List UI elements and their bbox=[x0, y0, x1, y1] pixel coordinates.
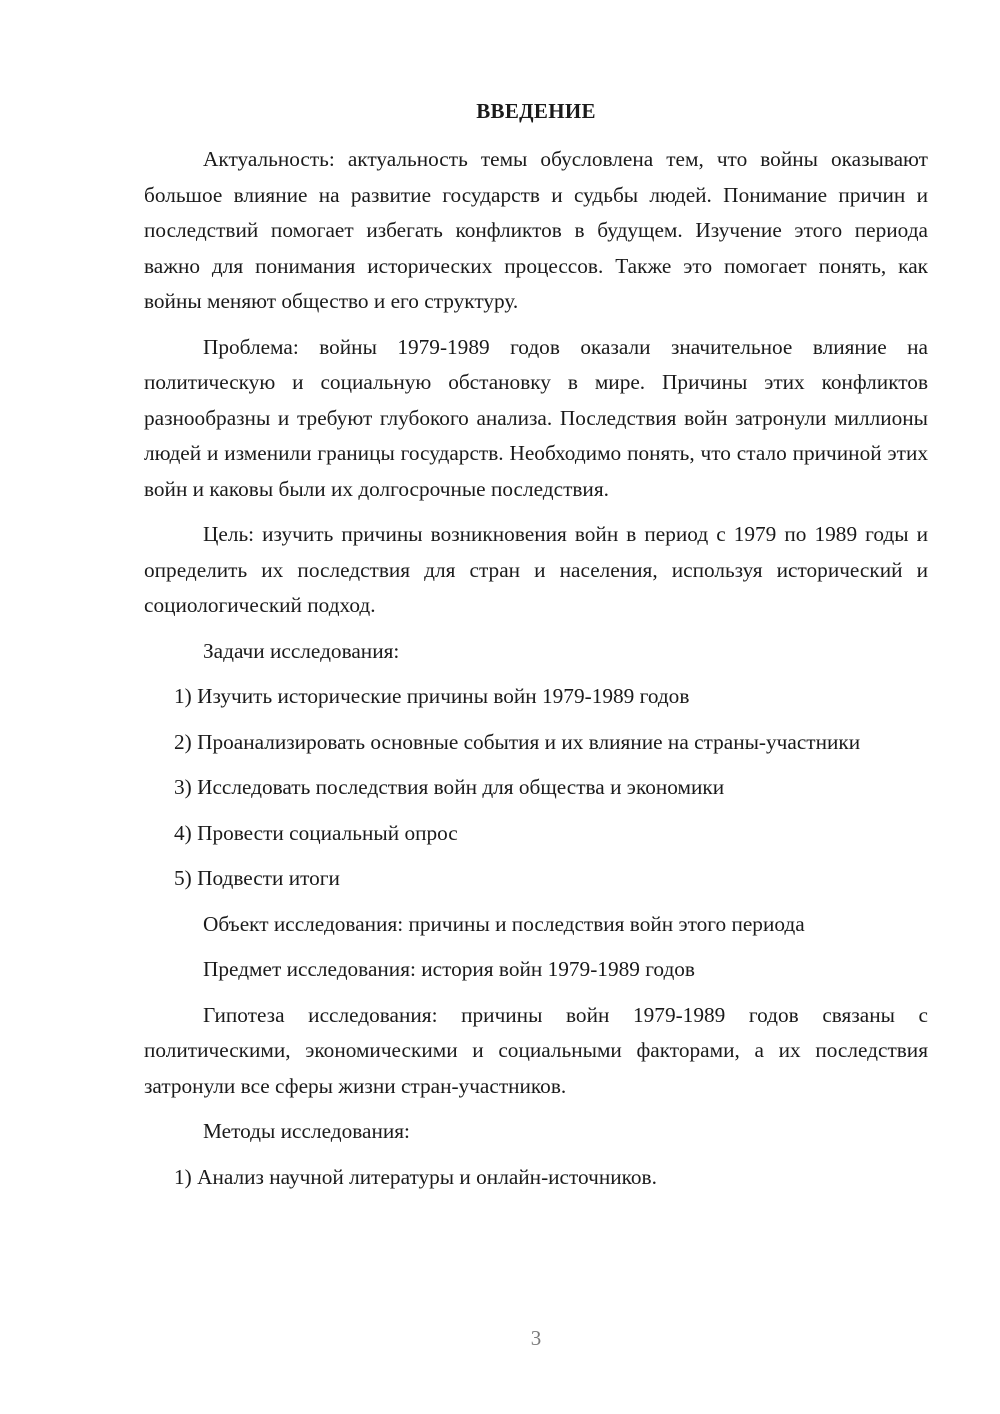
task-item-2: 2) Проанализировать основные события и их влияние на страны-участники bbox=[174, 729, 861, 754]
page-content bbox=[144, 96, 928, 1195]
task-item-5: 5) Подвести итоги bbox=[174, 866, 340, 890]
tasks-title: Задачи исследования: bbox=[203, 638, 400, 663]
task-item-3: 3) Исследовать последствия войн для общества и экономики bbox=[174, 775, 725, 799]
goal-paragraph: Цель: изучить причины возникновения войн в период с 1979 по 1989 годы и определить их последствия для стран и населения, используя исторический и социологический подход. bbox=[144, 522, 928, 617]
problem-paragraph: Проблема: войны 1979-1989 годов оказали значительное влияние на политическую и социальную обстановку в мире. Причины этих конфликтов разнообразны и требуют глубокого анализа. Последствия войн затронули миллионы людей и изменили границы государств. Необходимо понять, что стало причиной этих войн и каковы были их долгосрочные последствия. bbox=[144, 334, 928, 501]
task-item-1: 1) Изучить исторические причины войн 1979-1989 годов bbox=[174, 684, 690, 708]
task-item-4: 4) Провести социальный опрос bbox=[174, 820, 458, 845]
object-paragraph: Объект исследования: причины и последствия войн этого периода bbox=[203, 911, 805, 936]
page-number: 3 bbox=[530, 1326, 542, 1350]
hypothesis-paragraph: Гипотеза исследования: причины войн 1979-1989 годов связаны с политическими, экономическими и социальными факторами, а их последствия затронули все сферы жизни стран-участников. bbox=[144, 1002, 928, 1098]
method-item-1: 1) Анализ научной литературы и онлайн-источников. bbox=[174, 1164, 657, 1189]
relevance-paragraph: Актуальность: актуальность темы обусловлена тем, что войны оказывают большое влияние на развитие государств и судьбы людей. Понимание причин и последствий помогает избегать конфликтов в будущем. Изучение этого периода важно для понимания исторических процессов. Также это помогает понять, как войны меняют общество и его структуру. bbox=[144, 147, 928, 313]
section-heading: ВВЕДЕНИЕ bbox=[476, 99, 596, 123]
subject-paragraph: Предмет исследования: история войн 1979-1989 годов bbox=[203, 957, 695, 981]
methods-title: Методы исследования: bbox=[203, 1119, 410, 1143]
